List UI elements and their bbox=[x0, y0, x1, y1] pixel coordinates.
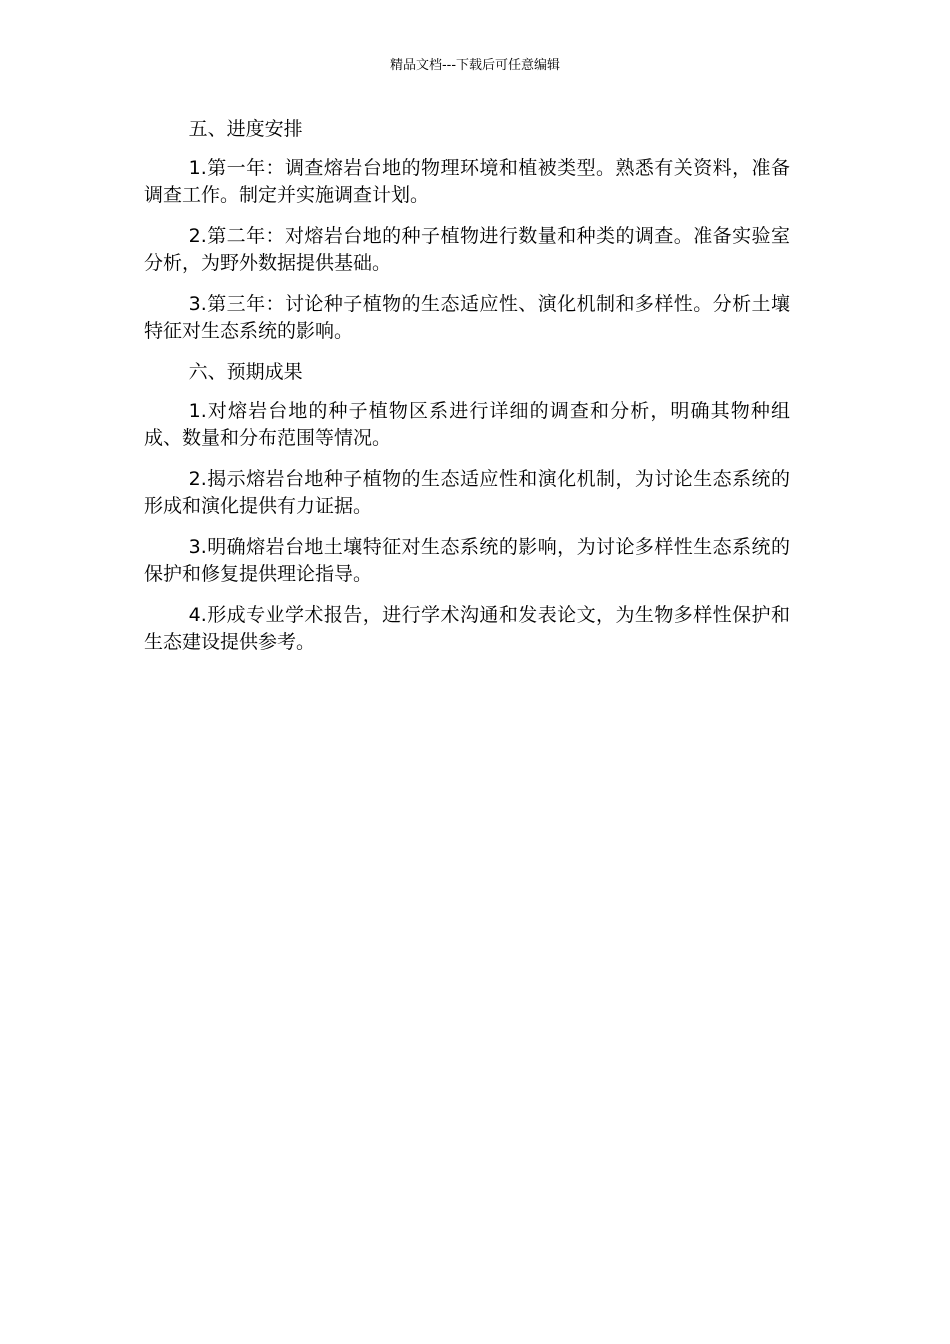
document-body bbox=[144, 116, 790, 670]
result-item-4: 4.形成专业学术报告，进行学术沟通和发表论文，为生物多样性保护和生态建设提供参考。 bbox=[144, 604, 790, 653]
section-heading-schedule: 五、进度安排 bbox=[188, 118, 303, 140]
schedule-item-year-2: 2.第二年：对熔岩台地的种子植物进行数量和种类的调查。准备实验室分析，为野外数据提供基础。 bbox=[144, 225, 790, 274]
result-item-3: 3.明确熔岩台地土壤特征对生态系统的影响，为讨论多样性生态系统的保护和修复提供理论指导。 bbox=[144, 536, 790, 585]
result-item-2: 2.揭示熔岩台地种子植物的生态适应性和演化机制，为讨论生态系统的形成和演化提供有力证据。 bbox=[144, 468, 790, 517]
schedule-item-year-3: 3.第三年：讨论种子植物的生态适应性、演化机制和多样性。分析土壤特征对生态系统的影响。 bbox=[144, 293, 790, 342]
section-heading-expected-results: 六、预期成果 bbox=[188, 361, 303, 383]
schedule-item-year-1: 1.第一年：调查熔岩台地的物理环境和植被类型。熟悉有关资料，准备调查工作。制定并实施调查计划。 bbox=[144, 157, 790, 206]
result-item-1: 1.对熔岩台地的种子植物区系进行详细的调查和分析，明确其物种组成、数量和分布范围等情况。 bbox=[144, 400, 790, 449]
page-header: 精品文档---下载后可任意编辑 bbox=[389, 58, 561, 73]
